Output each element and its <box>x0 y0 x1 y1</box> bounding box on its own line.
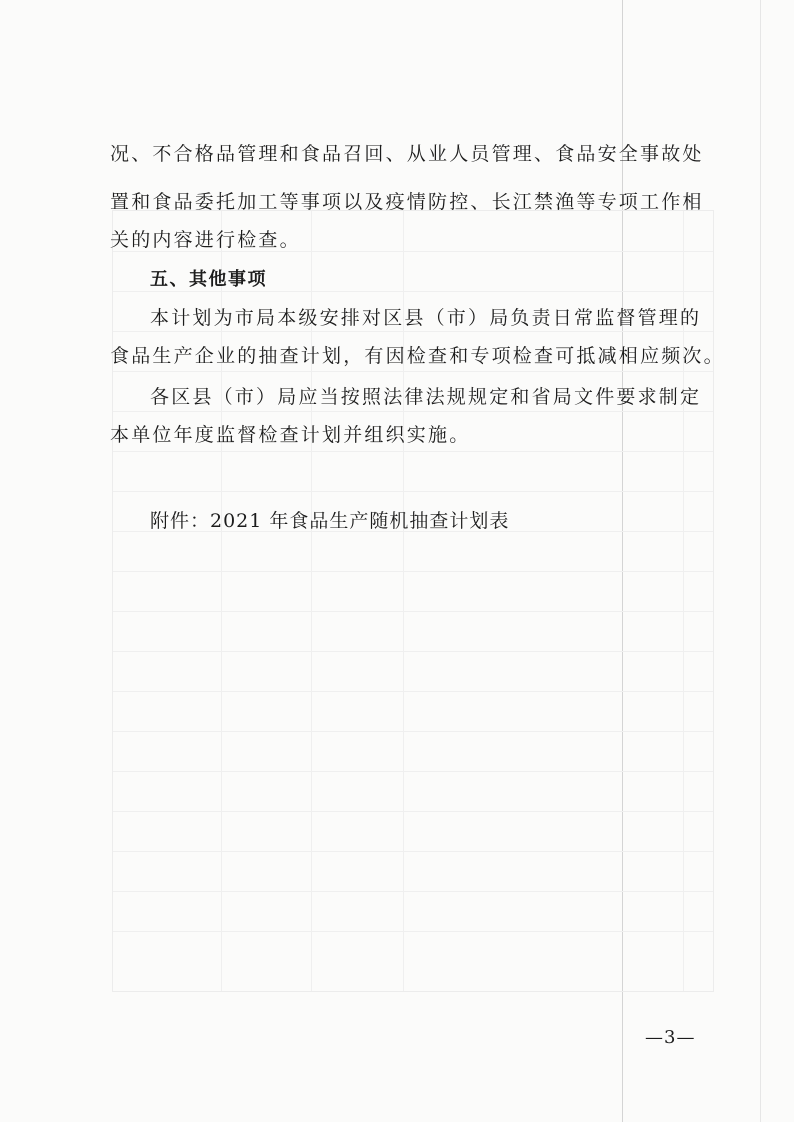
paragraph-line: 关的内容进行检查。 <box>110 229 301 251</box>
page-number: —3— <box>645 1027 696 1048</box>
section-heading: 五、其他事项 <box>150 269 267 290</box>
paragraph-line: 本单位年度监督检查计划并组织实施。 <box>110 424 471 446</box>
paragraph-line: 食品生产企业的抽查计划，有因检查和专项检查可抵减相应频次。 <box>110 345 725 367</box>
paragraph-line: 置和食品委托加工等事项以及疫情防控、长江禁渔等专项工作相 <box>110 191 704 213</box>
paragraph-line: 本计划为市局本级安排对区县（市）局负责日常监督管理的 <box>150 307 702 329</box>
scan-edge-line <box>760 0 761 1122</box>
attachment-note: 附件：2021 年食品生产随机抽查计划表 <box>150 510 510 532</box>
paragraph-line: 况、不合格品管理和食品召回、从业人员管理、食品安全事故处 <box>110 143 704 165</box>
paragraph-line: 各区县（市）局应当按照法律法规规定和省局文件要求制定 <box>150 386 702 408</box>
